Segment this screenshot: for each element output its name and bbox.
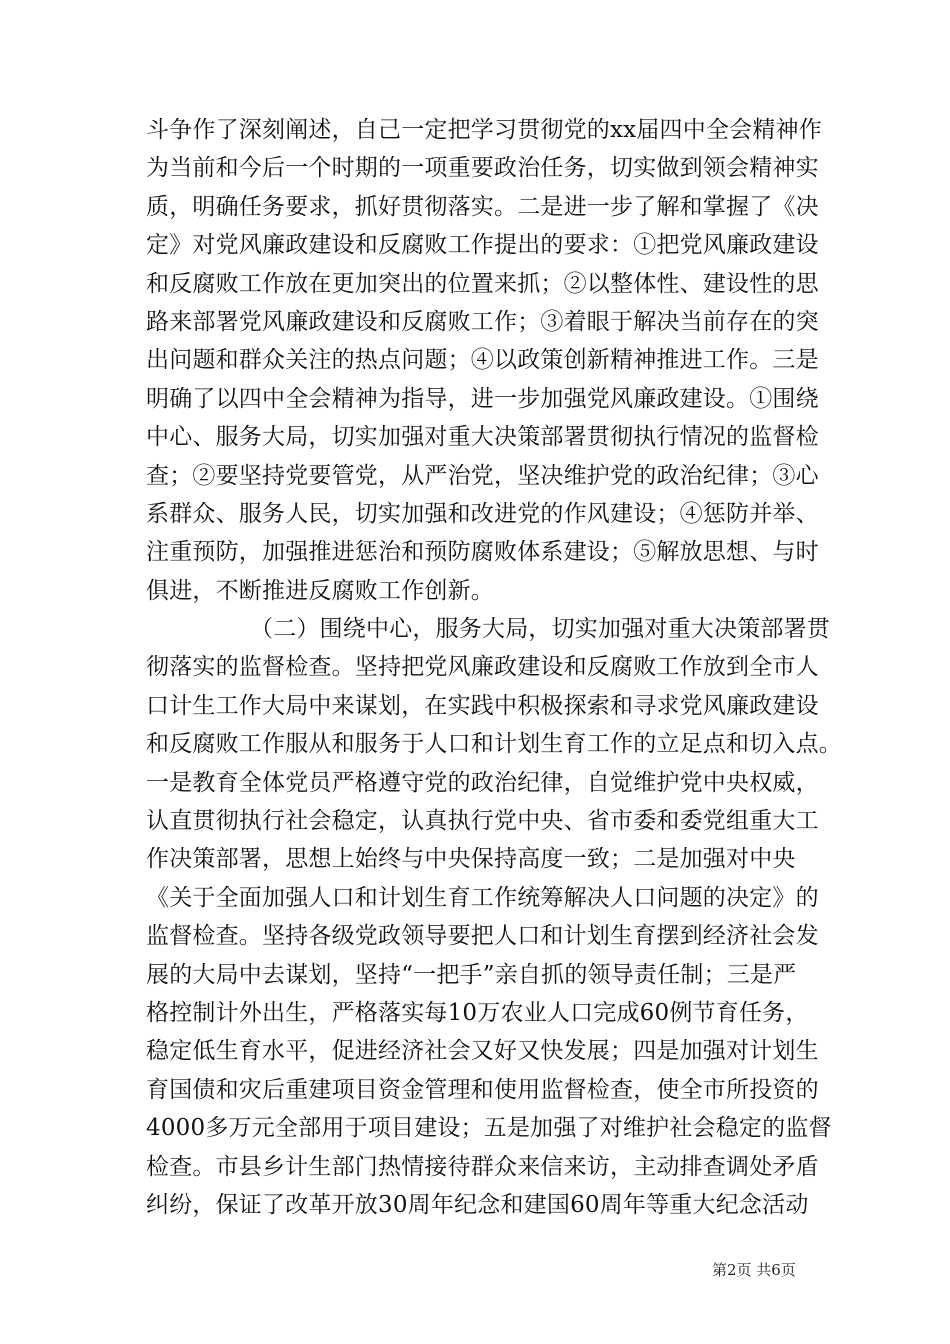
text-line: 定》对党风廉政建设和反腐败工作提出的要求：①把党风廉政建设 [146, 232, 819, 259]
text-line: 注重预防，加强推进惩治和预防腐败体系建设；⑤解放思想、与时 [146, 539, 819, 566]
text-line: 和反腐败工作放在更加突出的位置来抓；②以整体性、建设性的思 [146, 270, 819, 297]
text-line: 口计生工作大局中来谋划，在实践中积极探索和寻求党风廉政建设 [146, 692, 819, 719]
text-line: 作决策部署，思想上始终与中央保持高度一致；二是加强对中央 [146, 846, 796, 873]
text-line: 质，明确任务要求，抓好贯彻落实。二是进一步了解和掌握了《决 [146, 193, 819, 220]
text-line: 监督检查。坚持各级党政领导要把人口和计划生育摆到经济社会发 [146, 923, 819, 950]
text-line: 俱进，不断推进反腐败工作创新。 [146, 577, 494, 604]
text-line: 展的大局中去谋划，坚持“一把手”亲自抓的领导责任制；三是严 [146, 961, 797, 988]
section-heading-line: （二）围绕中心，服务大局，切实加强对重大决策部署贯 [250, 616, 830, 643]
text-line: 认直贯彻执行社会稳定，认真执行党中央、省市委和委党组重大工 [146, 808, 819, 835]
text-line: 出问题和群众关注的热点问题；④以政策创新精神推进工作。三是 [146, 347, 819, 374]
text-line: 纠纷，保证了改革开放30周年纪念和建国60周年等重大纪念活动 [146, 1191, 809, 1218]
text-line: 系群众、服务人民，切实加强和改进党的作风建设；④惩防并举、 [146, 500, 819, 527]
text-line: 中心、服务大局，切实加强对重大决策部署贯彻执行情况的监督检 [146, 424, 819, 451]
text-line: 4000多万元全部用于项目建设；五是加强了对维护社会稳定的监督 [146, 1115, 832, 1142]
text-line: 明确了以四中全会精神为指导，进一步加强党风廉政建设。①围绕 [146, 385, 819, 412]
text-line: 育国债和灾后重建项目资金管理和使用监督检查，使全市所投资的 [146, 1076, 819, 1103]
text-line: 《关于全面加强人口和计划生育工作统筹解决人口问题的决定》的 [146, 884, 819, 911]
text-line: 稳定低生育水平，促进经济社会又好又快发展；四是加强对计划生 [146, 1038, 819, 1065]
text-line: 为当前和今后一个时期的一项重要政治任务，切实做到领会精神实 [146, 155, 819, 182]
text-line: 格控制计外出生，严格落实每10万农业人口完成60例节育任务， [146, 999, 809, 1026]
text-line: 斗争作了深刻阐述，自己一定把学习贯彻党的xx届四中全会精神作 [146, 117, 822, 143]
text-line: 和反腐败工作服从和服务于人口和计划生育工作的立足点和切入点。 [146, 731, 842, 758]
text-line: 查；②要坚持党要管党，从严治党，坚决维护党的政治纪律；③心 [146, 462, 819, 489]
page-footer: 第2页 共6页 [712, 1261, 796, 1279]
text-line: 彻落实的监督检查。坚持把党风廉政建设和反腐败工作放到全市人 [146, 654, 819, 681]
text-line: 一是教育全体党员严格遵守党的政治纪律，自觉维护党中央权威， [146, 769, 819, 796]
body-text [146, 111, 842, 1224]
text-line: 路来部署党风廉政建设和反腐败工作；③着眼于解决当前存在的突 [146, 308, 819, 335]
text-line: 检查。市县乡计生部门热情接待群众来信来访，主动排查调处矛盾 [146, 1153, 819, 1180]
